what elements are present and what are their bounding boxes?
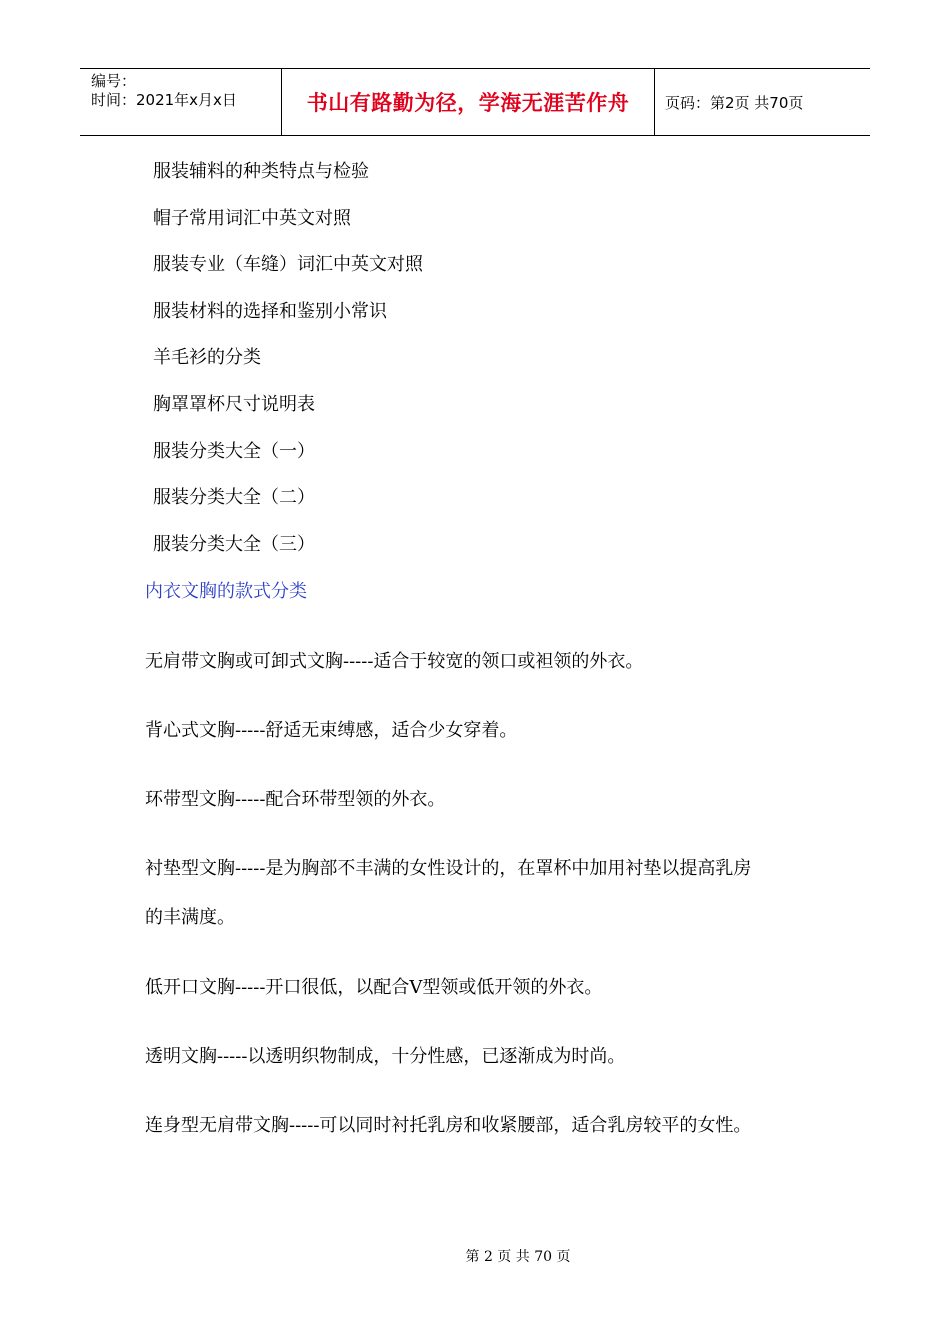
document-number-label: 编号： (91, 72, 137, 90)
header-motto: 书山有路勤为径，学海无涯苦作舟 (282, 69, 655, 135)
toc-item[interactable]: 帽子常用词汇中英文对照 (153, 207, 351, 229)
paragraph: 无肩带文胸或可卸式文胸-----适合于较宽的领口或袒领的外衣。 (145, 651, 644, 672)
toc-item[interactable]: 服装辅料的种类特点与检验 (153, 161, 369, 182)
header-page-info: 页码：第2页 共70页 (665, 93, 804, 112)
paragraph: 低开口文胸-----开口很低，以配合V型领或低开领的外衣。 (145, 977, 603, 998)
paragraph-continuation: 的丰满度。 (145, 907, 235, 928)
toc-item[interactable]: 服装材料的选择和鉴别小常识 (153, 300, 387, 322)
paragraph: 背心式文胸-----舒适无束缚感，适合少女穿着。 (145, 720, 518, 741)
section-title-link[interactable]: 内衣文胸的款式分类 (145, 581, 307, 602)
paragraph: 透明文胸-----以透明织物制成，十分性感，已逐渐成为时尚。 (145, 1046, 626, 1067)
footer-page-number: 第 2 页 共 70 页 (465, 1249, 571, 1265)
toc-item[interactable]: 羊毛衫的分类 (153, 347, 261, 369)
paragraph: 连身型无肩带文胸-----可以同时衬托乳房和收紧腰部，适合乳房较平的女性。 (145, 1115, 752, 1136)
document-date: 时间：2021年x月x日 (91, 91, 237, 109)
toc-item[interactable]: 服装分类大全（三） (153, 533, 315, 555)
toc-item[interactable]: 服装分类大全（二） (153, 487, 315, 509)
toc-item[interactable]: 胸罩罩杯尺寸说明表 (153, 393, 315, 415)
page-header (80, 68, 870, 136)
paragraph: 环带型文胸-----配合环带型领的外衣。 (145, 789, 446, 810)
toc-item[interactable]: 服装分类大全（一） (153, 440, 315, 462)
table-of-contents (153, 160, 423, 579)
page-footer (0, 1246, 950, 1266)
paragraph: 衬垫型文胸-----是为胸部不丰满的女性设计的，在罩杯中加用衬垫以提高乳房 (145, 858, 752, 879)
toc-item[interactable]: 服装专业（车缝）词汇中英文对照 (153, 254, 423, 276)
header-meta (80, 69, 282, 135)
